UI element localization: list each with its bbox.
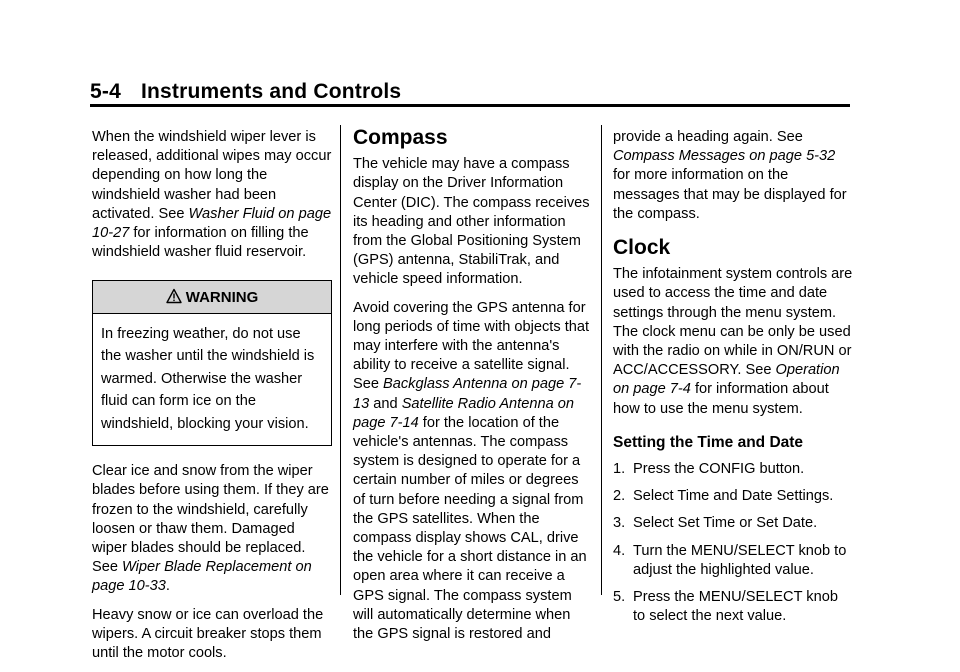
list-item: 2. Select Time and Date Settings. (613, 488, 834, 505)
wiper-release-paragraph: When the windshield wiper lever is released, additional wipes may occur depending on how long the windshield washer had been activated. See Washer Fluid on page 10-27 for information on filling the windshield washer fluid reservoir. (92, 129, 332, 261)
warning-box (92, 280, 332, 446)
list-item: 1. Press the CONFIG button. (613, 461, 805, 478)
page-number: 5-4 (90, 80, 121, 103)
warning-triangle-icon (166, 288, 182, 304)
clock-heading: Clock (613, 236, 671, 260)
column-divider-2 (601, 125, 602, 595)
header-rule (90, 104, 850, 107)
compass-intro-paragraph: The vehicle may have a compass display on the Driver Information Center (DIC). The compass receives its heading and other information from the Global Positioning System (GPS) antenna, StabiliTrak, and vehicle speed information. (353, 156, 590, 288)
setting-time-date-heading: Setting the Time and Date (613, 433, 804, 451)
column-divider-1 (340, 125, 341, 595)
list-item: 4. Turn the MENU/SELECT knob to adjust the highlighted value. (613, 542, 847, 578)
heavy-snow-paragraph: Heavy snow or ice can overload the wipers. A circuit breaker stops them until the motor cools. (92, 606, 324, 661)
gps-antenna-paragraph: Avoid covering the GPS antenna for long periods of time with objects that may interfere with the antenna's ability to receive a satellite signal. See Backglass Antenna on page 7-13 and Satellite Radio Antenna on page 7-14 for the location of the vehicle's antennas. The compass system is designed to operate for a certain number of miles or degrees of turn before needing a signal from the GPS satellites. When the compass display shows CAL, drive the vehicle for a short distance in an open area where it can receive a GPS signal. The compass system will automatically determine when the GPS signal is restored and (353, 299, 590, 643)
warning-header (93, 281, 331, 313)
satellite-antenna-ref[interactable]: Satellite Radio Antenna on page 7-14 (353, 395, 574, 431)
warning-body: In freezing weather, do not use the washer until the windshield is warmed. Otherwise the washer fluid can form ice on the windshield, blocking your vision. (101, 325, 315, 432)
compass-heading: Compass (353, 126, 448, 149)
backglass-antenna-ref[interactable]: Backglass Antenna on page 7-13 (353, 376, 582, 412)
clear-ice-paragraph: Clear ice and snow from the wiper blades before using them. If they are frozen to the windshield, carefully loosen or thaw them. Damaged wiper blades should be replaced. See Wiper Blade Replacement on page 10-33. (92, 463, 329, 595)
steps-list (613, 460, 853, 626)
column-3 (613, 128, 853, 634)
list-item: 5. Press the MENU/SELECT knob to select the next value. (613, 589, 838, 625)
column-1 (92, 128, 332, 672)
compass-continued-paragraph: provide a heading again. See Compass Messages on page 5-32 for more information on the messages that may be displayed for the compass. (613, 129, 847, 222)
operation-ref[interactable]: Operation on page 7-4 (613, 362, 840, 398)
wiper-blade-ref[interactable]: Wiper Blade Replacement on page 10-33 (92, 559, 312, 595)
column-2 (353, 128, 593, 653)
list-item: 3. Select Set Time or Set Date. (613, 515, 818, 532)
compass-messages-ref[interactable]: Compass Messages on page 5-32 (613, 148, 836, 165)
page-header (90, 80, 401, 104)
clock-intro-paragraph: The infotainment system controls are used to access the time and date settings through the menu system. The clock menu can be only be used with the radio on while in ON/RUN or ACC/ACCESSORY. See Operation on page 7-4 for information about how to use the menu system. (613, 266, 853, 417)
warning-title: WARNING (185, 289, 259, 307)
washer-fluid-ref[interactable]: Washer Fluid on page 10-27 (92, 205, 332, 242)
section-title: Instruments and Controls (140, 80, 402, 103)
